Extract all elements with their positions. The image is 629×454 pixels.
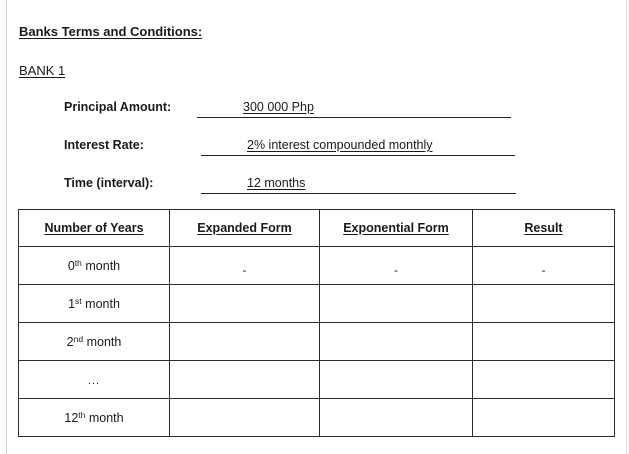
table-row (19, 323, 615, 361)
time-label: Time (interval): (64, 176, 154, 190)
period-cell: 1st month (19, 285, 170, 323)
term-interest (64, 138, 524, 156)
expanded-cell[interactable]: - (170, 247, 320, 285)
interest-value: 2% interest compounded monthly (247, 138, 433, 152)
table-row (19, 285, 615, 323)
expanded-cell[interactable] (170, 285, 320, 323)
header-exponential-form: Exponential Form (320, 210, 473, 247)
document-heading: Banks Terms and Conditions: (19, 24, 203, 39)
exponential-cell[interactable] (320, 361, 473, 399)
period-cell: 2nd month (19, 323, 170, 361)
exponential-cell[interactable] (320, 399, 473, 437)
exponential-cell[interactable]: - (320, 247, 473, 285)
period-cell: 0th month (19, 247, 170, 285)
result-cell[interactable] (473, 399, 615, 437)
table-row (19, 361, 615, 399)
result-cell[interactable] (473, 285, 615, 323)
expanded-cell[interactable] (170, 399, 320, 437)
scrollbar-track[interactable] (626, 0, 627, 454)
result-cell[interactable] (473, 361, 615, 399)
result-cell[interactable]: - (473, 247, 615, 285)
period-cell: 12th month (19, 399, 170, 437)
header-number-of-years: Number of Years (19, 210, 170, 247)
time-value: 12 months (247, 176, 306, 190)
table-header-row (19, 210, 615, 247)
principal-value: 300 000 Php (243, 100, 314, 114)
expanded-cell[interactable] (170, 361, 320, 399)
table-row (19, 399, 615, 437)
header-expanded-form: Expanded Form (170, 210, 320, 247)
bank-label: BANK 1 (19, 63, 66, 78)
term-principal (64, 100, 524, 118)
term-time (64, 176, 524, 194)
result-cell[interactable] (473, 323, 615, 361)
computation-table (18, 209, 615, 437)
principal-label: Principal Amount: (64, 100, 172, 114)
header-result: Result (473, 210, 615, 247)
expanded-cell[interactable] (170, 323, 320, 361)
page-margin-line (6, 0, 7, 454)
exponential-cell[interactable] (320, 285, 473, 323)
ellipsis-cell: ... (19, 361, 170, 399)
table-row (19, 247, 615, 285)
exponential-cell[interactable] (320, 323, 473, 361)
interest-label: Interest Rate: (64, 138, 144, 152)
